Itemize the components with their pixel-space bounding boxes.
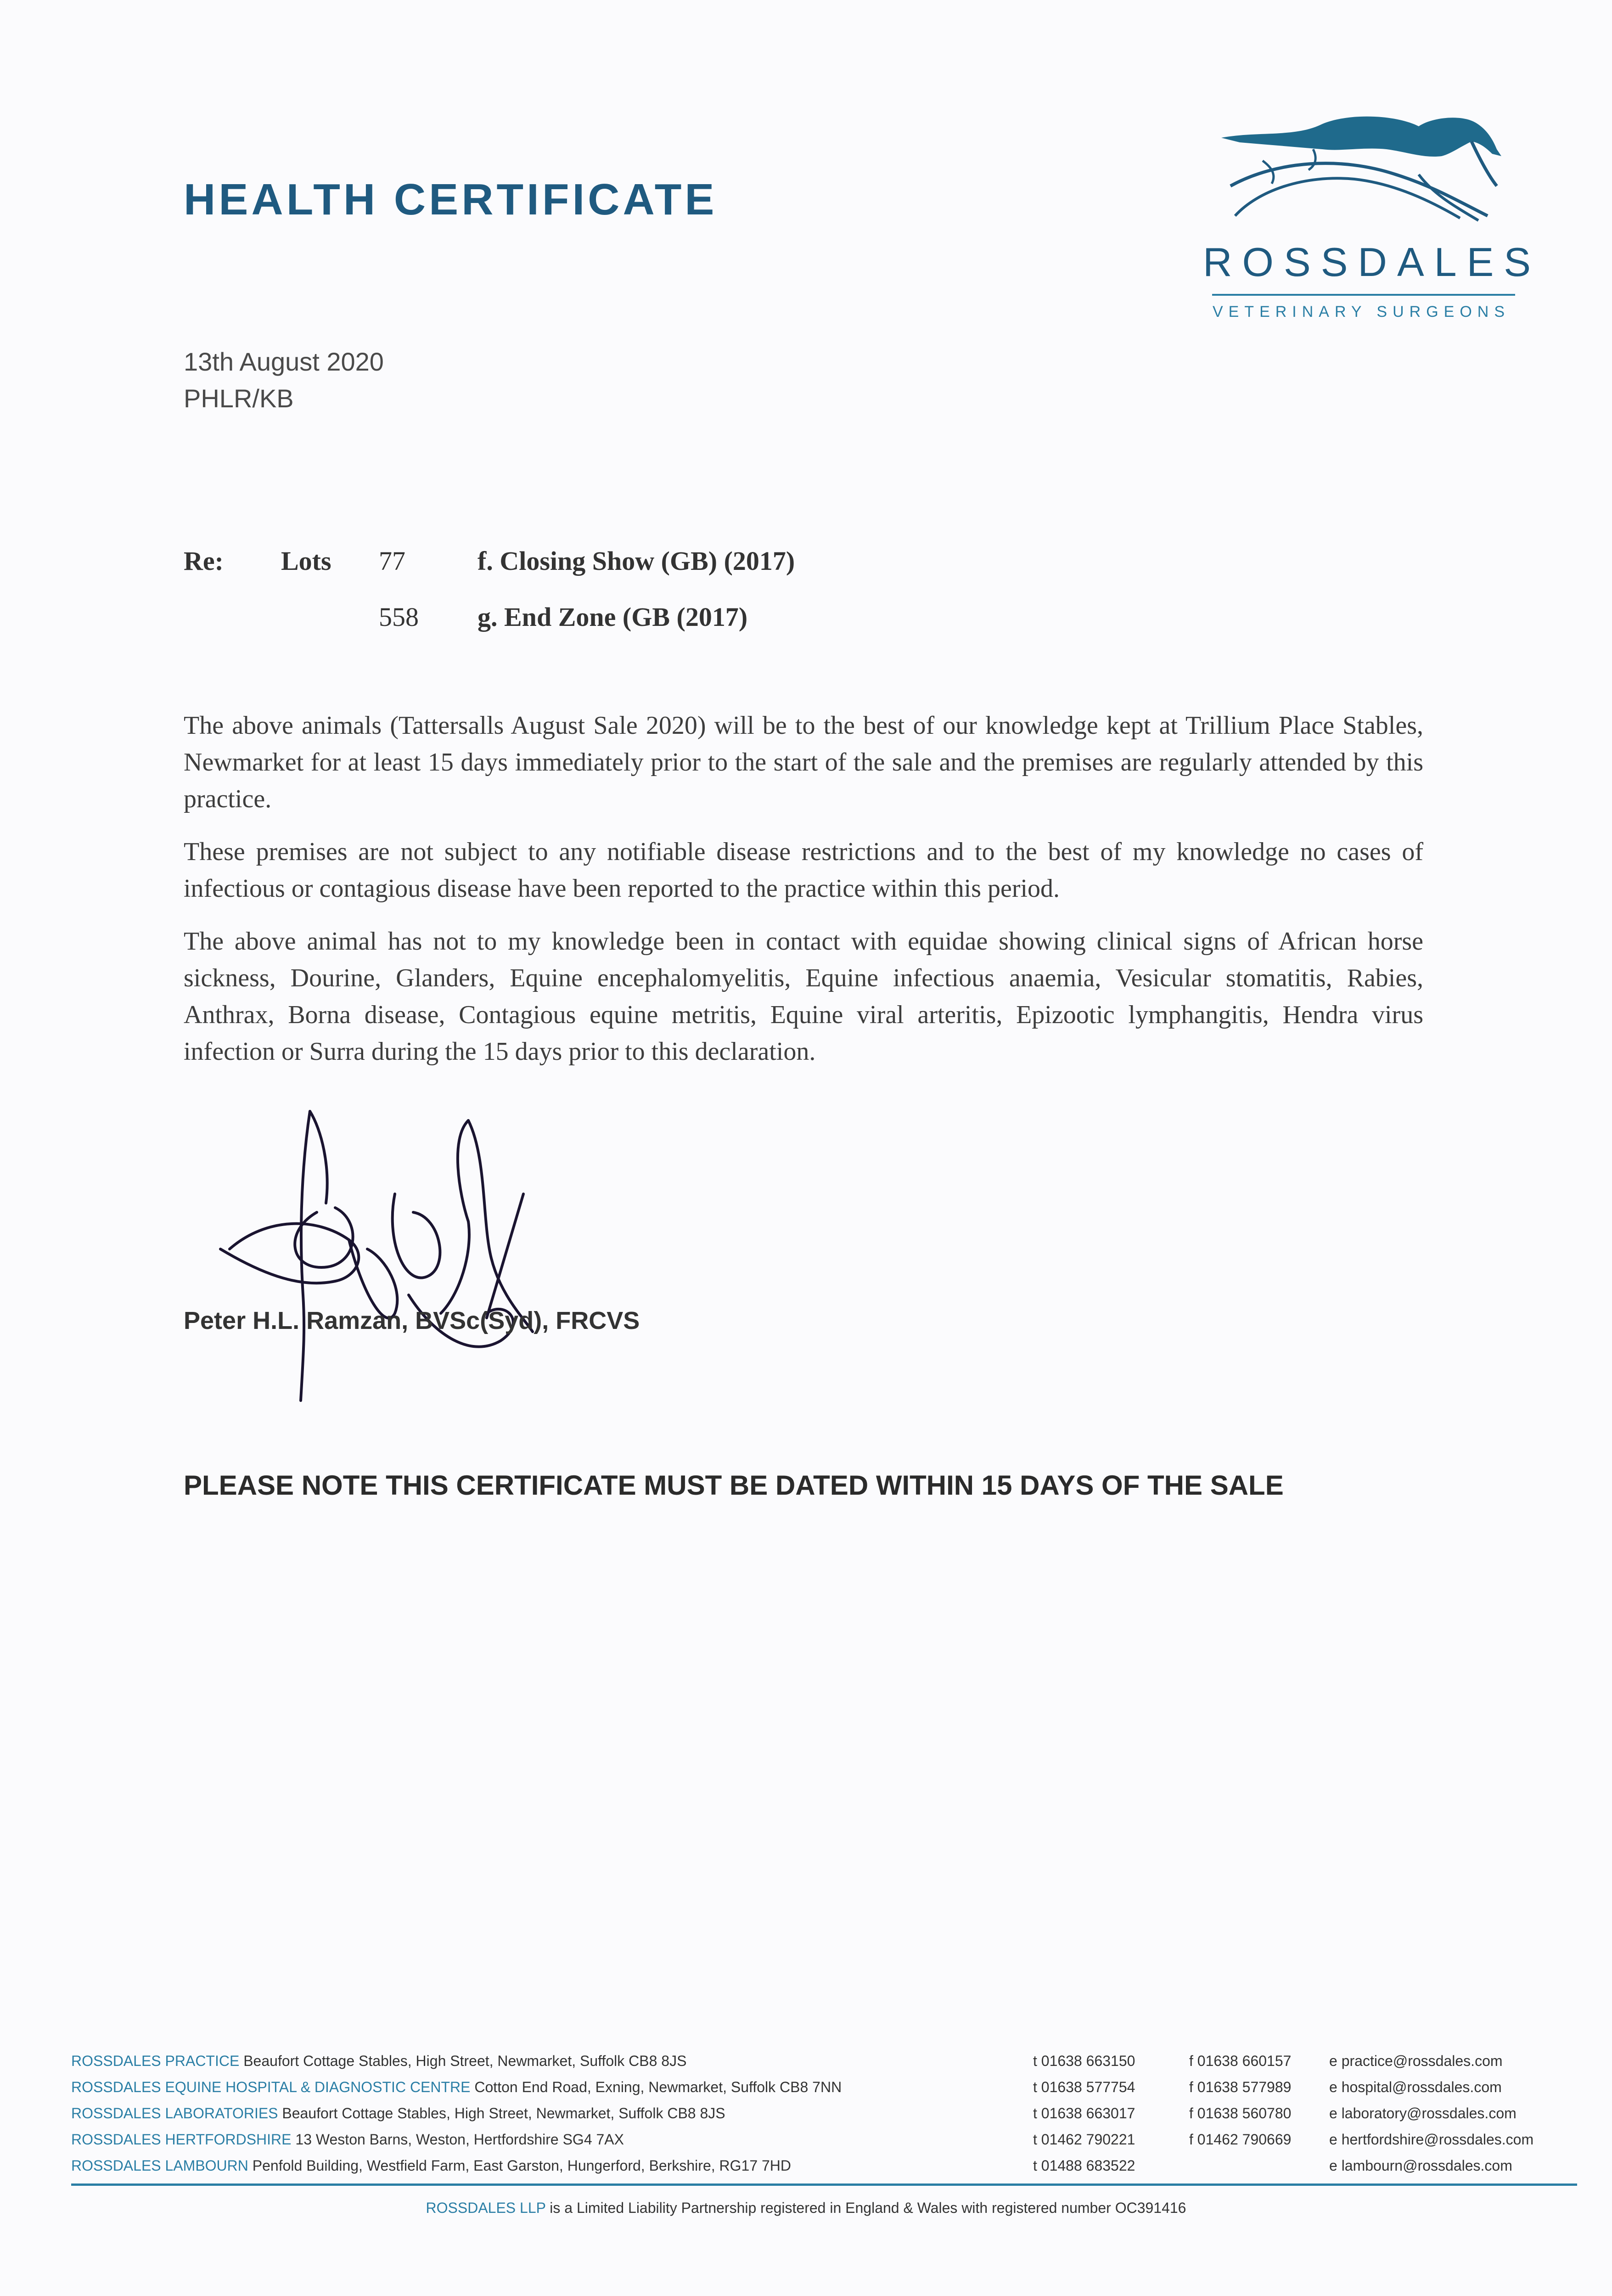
- office-address-text: 13 Weston Barns, Weston, Hertfordshire SG4 7AX: [295, 2131, 624, 2148]
- office-address-text: Beaufort Cottage Stables, High Street, Newmarket, Suffolk CB8 8JS: [282, 2105, 725, 2122]
- letter-date: 13th August 2020: [184, 347, 384, 376]
- footer-office-row: [0, 2157, 1612, 2183]
- office-address: [71, 2105, 725, 2122]
- office-address: [71, 2053, 686, 2070]
- office-telephone: t 01638 663017: [1033, 2105, 1135, 2122]
- office-email: e laboratory@rossdales.com: [1329, 2105, 1517, 2122]
- office-name: ROSSDALES LAMBOURN: [71, 2157, 248, 2174]
- re-label: Re:: [184, 546, 224, 576]
- lot-number: 77: [379, 546, 405, 576]
- office-address: [71, 2157, 791, 2174]
- office-email: e hertfordshire@rossdales.com: [1329, 2131, 1534, 2148]
- logo-subtitle: VETERINARY SURGEONS: [1212, 303, 1511, 321]
- footer-office-row: [0, 2079, 1612, 2105]
- office-address-text: Beaufort Cottage Stables, High Street, Newmarket, Suffolk CB8 8JS: [243, 2053, 687, 2069]
- office-name: ROSSDALES EQUINE HOSPITAL & DIAGNOSTIC CENTRE: [71, 2079, 471, 2095]
- office-fax: f 01638 560780: [1189, 2105, 1292, 2122]
- llp-brand: ROSSDALES LLP: [426, 2200, 546, 2216]
- logo-wordmark: ROSSDALES: [1203, 239, 1541, 285]
- document-title: HEALTH CERTIFICATE: [184, 175, 718, 224]
- office-email: e lambourn@rossdales.com: [1329, 2157, 1512, 2174]
- office-address: [71, 2131, 624, 2148]
- office-telephone: t 01488 683522: [1033, 2157, 1135, 2174]
- office-name: ROSSDALES PRACTICE: [71, 2053, 240, 2069]
- office-fax: f 01638 577989: [1189, 2079, 1292, 2095]
- footer-office-row: [0, 2131, 1612, 2157]
- office-telephone: t 01462 790221: [1033, 2131, 1135, 2148]
- llp-statement: [0, 2200, 1612, 2217]
- certificate-notice: PLEASE NOTE THIS CERTIFICATE MUST BE DATED WITHIN 15 DAYS OF THE SALE: [184, 1470, 1284, 1501]
- lots-label: Lots: [281, 546, 331, 576]
- lot-description: f. Closing Show (GB) (2017): [477, 546, 795, 576]
- footer-office-row: [0, 2105, 1612, 2131]
- letter-reference: PHLR/KB: [184, 384, 294, 413]
- office-address: [71, 2079, 842, 2096]
- footer-divider: [71, 2183, 1577, 2186]
- office-fax: f 01462 790669: [1189, 2131, 1292, 2148]
- signatory-name: Peter H.L. Ramzan, BVSc(Syd), FRCVS: [184, 1307, 640, 1334]
- paragraph-declaration: The above animal has not to my knowledge been in contact with equidae showing clinical signs of African horse sickness, Dourine, Glanders, Equine encephalomyelitis, Equine infectious anaemia, Vesicular stomatitis, Rabies, Anthrax, Borna disease, Contagious equine metritis, Equine viral arteritis, Epizootic lymphangitis, Hendra virus infection or Surra during the 15 days prior to this declaration.: [184, 927, 1423, 1066]
- paragraph-restrictions: These premises are not subject to any notifiable disease restrictions and to the best of my knowledge no cases of infectious or contagious disease have been reported to the practice within this period.: [184, 838, 1423, 903]
- footer-office-row: [0, 2053, 1612, 2078]
- office-name: ROSSDALES LABORATORIES: [71, 2105, 278, 2122]
- office-name: ROSSDALES HERTFORDSHIRE: [71, 2131, 292, 2148]
- llp-text: is a Limited Liability Partnership registered in England & Wales with registered number OC391416: [545, 2200, 1186, 2216]
- office-telephone: t 01638 663150: [1033, 2053, 1135, 2069]
- paragraph-premises: The above animals (Tattersalls August Sale 2020) will be to the best of our knowledge kept at Trillium Place Stables, Newmarket for at least 15 days immediately prior to the start of the sale and the premises are regularly attended by this practice.: [184, 711, 1423, 813]
- lot-number: 558: [379, 602, 419, 632]
- office-address-text: Cotton End Road, Exning, Newmarket, Suffolk CB8 7NN: [474, 2079, 842, 2095]
- lot-description: g. End Zone (GB (2017): [477, 602, 748, 632]
- office-fax: f 01638 660157: [1189, 2053, 1292, 2069]
- office-address-text: Penfold Building, Westfield Farm, East Garston, Hungerford, Berkshire, RG17 7HD: [252, 2157, 792, 2174]
- office-email: e hospital@rossdales.com: [1329, 2079, 1502, 2095]
- office-telephone: t 01638 577754: [1033, 2079, 1135, 2095]
- office-email: e practice@rossdales.com: [1329, 2053, 1503, 2069]
